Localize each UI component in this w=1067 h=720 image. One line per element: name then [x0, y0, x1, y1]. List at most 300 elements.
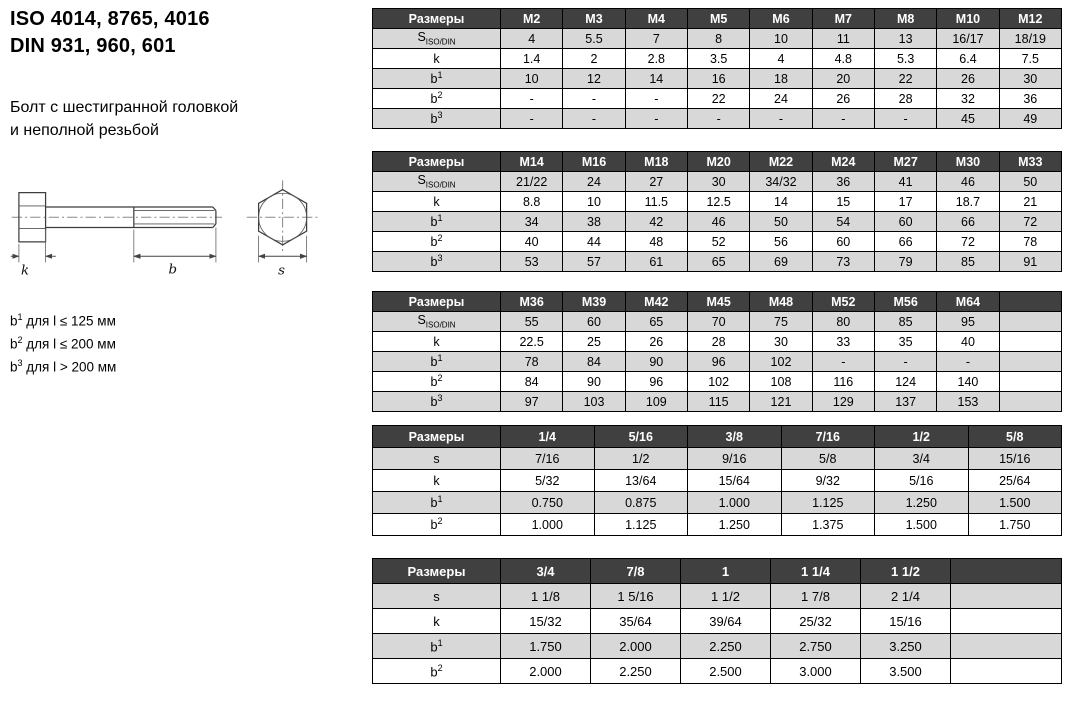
value-cell: -: [563, 89, 625, 109]
value-cell: 1.500: [875, 514, 969, 536]
value-cell: 40: [501, 232, 563, 252]
value-cell: 36: [999, 89, 1061, 109]
value-cell: 1.250: [688, 514, 782, 536]
value-cell: 9/16: [688, 448, 782, 470]
row-label-cell: $b^1$: [373, 69, 501, 89]
dimension-label-b: b: [168, 263, 178, 279]
value-cell: 61: [625, 252, 687, 272]
value-cell: -: [687, 109, 749, 129]
size-table-m36-m64: [372, 291, 1062, 412]
value-cell: 2.250: [591, 659, 681, 684]
data-row: [373, 448, 1062, 470]
value-cell: 34/32: [750, 172, 812, 192]
header-size-cell: M30: [937, 152, 999, 172]
table-header-row: [373, 559, 1062, 584]
header-size-cell: M5: [687, 9, 749, 29]
value-cell: 33: [812, 332, 874, 352]
value-cell: 41: [874, 172, 936, 192]
header-label-cell: Размеры: [373, 559, 501, 584]
value-cell: 153: [937, 392, 999, 412]
value-cell: 26: [937, 69, 999, 89]
value-cell: 2.000: [591, 634, 681, 659]
value-cell: 10: [501, 69, 563, 89]
value-cell: 46: [937, 172, 999, 192]
header-label-cell: Размеры: [373, 426, 501, 448]
value-cell: 3/4: [875, 448, 969, 470]
header-size-cell: 7/16: [781, 426, 875, 448]
value-cell: -: [750, 109, 812, 129]
data-row: [373, 252, 1062, 272]
header-size-cell: M45: [687, 292, 749, 312]
value-cell: 1.125: [594, 514, 688, 536]
header-size-cell: [999, 292, 1061, 312]
value-cell: 4: [750, 49, 812, 69]
value-cell: 1.000: [688, 492, 782, 514]
value-cell: [951, 584, 1062, 609]
header-size-cell: 1/4: [501, 426, 595, 448]
value-cell: 1.500: [968, 492, 1062, 514]
row-label-cell: $b^2$: [373, 659, 501, 684]
header-size-cell: M24: [812, 152, 874, 172]
value-cell: 28: [874, 89, 936, 109]
data-row: [373, 232, 1062, 252]
data-row: [373, 69, 1062, 89]
header-size-cell: M6: [750, 9, 812, 29]
data-row: [373, 514, 1062, 536]
description-line-1: Болт с шестигранной головкой: [10, 99, 239, 116]
dimension-k: [11, 230, 56, 279]
value-cell: -: [812, 352, 874, 372]
dimension-label-s: s: [278, 264, 286, 280]
header-label-cell: Размеры: [373, 9, 501, 29]
value-cell: 16/17: [937, 29, 999, 49]
row-label-cell: $b^3$: [373, 392, 501, 412]
value-cell: 2.250: [681, 634, 771, 659]
value-cell: 11: [812, 29, 874, 49]
value-cell: 140: [937, 372, 999, 392]
value-cell: 4.8: [812, 49, 874, 69]
row-label-cell: $b^2$: [373, 514, 501, 536]
value-cell: 22.5: [501, 332, 563, 352]
value-cell: 85: [874, 312, 936, 332]
value-cell: 14: [625, 69, 687, 89]
value-cell: 108: [750, 372, 812, 392]
value-cell: 5.3: [874, 49, 936, 69]
value-cell: 5/16: [875, 470, 969, 492]
value-cell: 10: [563, 192, 625, 212]
value-cell: 21: [999, 192, 1061, 212]
data-row: [373, 584, 1062, 609]
value-cell: 121: [750, 392, 812, 412]
value-cell: 72: [937, 232, 999, 252]
value-cell: 97: [501, 392, 563, 412]
value-cell: 3.500: [861, 659, 951, 684]
value-cell: 7/16: [501, 448, 595, 470]
value-cell: [951, 609, 1062, 634]
value-cell: 75: [750, 312, 812, 332]
value-cell: 60: [874, 212, 936, 232]
value-cell: [999, 312, 1061, 332]
row-label-cell: s: [373, 584, 501, 609]
header-size-cell: 3/4: [501, 559, 591, 584]
standards-title: [10, 6, 365, 60]
value-cell: 26: [812, 89, 874, 109]
value-cell: 42: [625, 212, 687, 232]
value-cell: 60: [812, 232, 874, 252]
value-cell: 1/2: [594, 448, 688, 470]
value-cell: 1.000: [501, 514, 595, 536]
row-label-cell: $S_{ISO/DIN}$: [373, 172, 501, 192]
value-cell: 25/64: [968, 470, 1062, 492]
value-cell: 39/64: [681, 609, 771, 634]
description-line-2: и неполной резьбой: [10, 122, 159, 140]
row-label-cell: $b^2$: [373, 89, 501, 109]
value-cell: 22: [687, 89, 749, 109]
value-cell: 30: [750, 332, 812, 352]
value-cell: 15/16: [861, 609, 951, 634]
value-cell: 7.5: [999, 49, 1061, 69]
row-label-cell: $b^1$: [373, 634, 501, 659]
value-cell: 91: [999, 252, 1061, 272]
header-size-cell: M18: [625, 152, 687, 172]
value-cell: 80: [812, 312, 874, 332]
header-size-cell: 1/2: [875, 426, 969, 448]
value-cell: 50: [750, 212, 812, 232]
value-cell: 0.750: [501, 492, 595, 514]
header-size-cell: M4: [625, 9, 687, 29]
product-description: [10, 96, 365, 142]
value-cell: 4: [501, 29, 563, 49]
value-cell: 40: [937, 332, 999, 352]
value-cell: 17: [874, 192, 936, 212]
value-cell: -: [937, 352, 999, 372]
value-cell: 25/32: [771, 609, 861, 634]
value-cell: 1 7/8: [771, 584, 861, 609]
value-cell: 46: [687, 212, 749, 232]
value-cell: 65: [687, 252, 749, 272]
value-cell: 1.4: [501, 49, 563, 69]
bolt-drawing-svg: [10, 168, 350, 286]
value-cell: 79: [874, 252, 936, 272]
value-cell: 8.8: [501, 192, 563, 212]
value-cell: 72: [999, 212, 1061, 232]
value-cell: 2.000: [501, 659, 591, 684]
value-cell: 103: [563, 392, 625, 412]
row-label-cell: $b^3$: [373, 252, 501, 272]
value-cell: 3.000: [771, 659, 861, 684]
value-cell: 13: [874, 29, 936, 49]
header-size-cell: M27: [874, 152, 936, 172]
value-cell: -: [625, 89, 687, 109]
header-size-cell: M16: [563, 152, 625, 172]
info-panel: [10, 6, 365, 379]
row-label-cell: k: [373, 609, 501, 634]
data-row: [373, 212, 1062, 232]
value-cell: 26: [625, 332, 687, 352]
value-cell: 1 1/2: [681, 584, 771, 609]
header-label-cell: Размеры: [373, 152, 501, 172]
value-cell: -: [812, 109, 874, 129]
bolt-head-end-view: [247, 181, 319, 255]
header-size-cell: M52: [812, 292, 874, 312]
value-cell: -: [563, 109, 625, 129]
data-row: [373, 609, 1062, 634]
data-row: [373, 492, 1062, 514]
table-header-row: [373, 9, 1062, 29]
value-cell: 55: [501, 312, 563, 332]
value-cell: -: [874, 109, 936, 129]
row-label-cell: $S_{ISO/DIN}$: [373, 29, 501, 49]
value-cell: 3.250: [861, 634, 951, 659]
value-cell: -: [501, 89, 563, 109]
value-cell: 2.8: [625, 49, 687, 69]
header-size-cell: M42: [625, 292, 687, 312]
value-cell: 124: [874, 372, 936, 392]
value-cell: 57: [563, 252, 625, 272]
din-standards-line: DIN 931, 960, 601: [10, 35, 176, 57]
value-cell: 22: [874, 69, 936, 89]
value-cell: 15/16: [968, 448, 1062, 470]
value-cell: 95: [937, 312, 999, 332]
data-row: [373, 109, 1062, 129]
row-label-cell: $b^1$: [373, 212, 501, 232]
value-cell: 7: [625, 29, 687, 49]
value-cell: 25: [563, 332, 625, 352]
dimension-tables-column: [372, 0, 1062, 684]
table-header-row: [373, 292, 1062, 312]
value-cell: 0.875: [594, 492, 688, 514]
value-cell: 13/64: [594, 470, 688, 492]
value-cell: 18/19: [999, 29, 1061, 49]
header-size-cell: M14: [501, 152, 563, 172]
header-size-cell: 3/8: [688, 426, 782, 448]
value-cell: 35: [874, 332, 936, 352]
row-label-cell: $b^2$: [373, 232, 501, 252]
value-cell: 12: [563, 69, 625, 89]
header-size-cell: M48: [750, 292, 812, 312]
value-cell: 2.750: [771, 634, 861, 659]
value-cell: 5/8: [781, 448, 875, 470]
header-size-cell: M3: [563, 9, 625, 29]
value-cell: 45: [937, 109, 999, 129]
row-label-cell: k: [373, 470, 501, 492]
value-cell: 8: [687, 29, 749, 49]
value-cell: 14: [750, 192, 812, 212]
value-cell: 44: [563, 232, 625, 252]
row-label-cell: $b^1$: [373, 492, 501, 514]
value-cell: 11.5: [625, 192, 687, 212]
value-cell: 38: [563, 212, 625, 232]
row-label-cell: k: [373, 192, 501, 212]
header-size-cell: M2: [501, 9, 563, 29]
value-cell: 60: [563, 312, 625, 332]
value-cell: [951, 634, 1062, 659]
value-cell: 5/32: [501, 470, 595, 492]
value-cell: 84: [501, 372, 563, 392]
value-cell: 1.750: [968, 514, 1062, 536]
value-cell: 90: [563, 372, 625, 392]
header-size-cell: [951, 559, 1062, 584]
bolt-technical-drawing: [10, 168, 365, 286]
value-cell: 5.5: [563, 29, 625, 49]
value-cell: 50: [999, 172, 1061, 192]
value-cell: 32: [937, 89, 999, 109]
header-size-cell: 5/16: [594, 426, 688, 448]
value-cell: 27: [625, 172, 687, 192]
row-label-cell: s: [373, 448, 501, 470]
dimension-label-k: k: [21, 264, 30, 280]
iso-standards-line: ISO 4014, 8765, 4016: [10, 8, 210, 30]
header-size-cell: M10: [937, 9, 999, 29]
table-header-row: [373, 152, 1062, 172]
row-label-cell: $b^2$: [373, 372, 501, 392]
data-row: [373, 332, 1062, 352]
value-cell: [951, 659, 1062, 684]
dimension-b: [134, 228, 216, 278]
header-size-cell: M33: [999, 152, 1061, 172]
row-label-cell: $S_{ISO/DIN}$: [373, 312, 501, 332]
header-size-cell: M8: [874, 9, 936, 29]
data-row: [373, 89, 1062, 109]
value-cell: 84: [563, 352, 625, 372]
value-cell: 70: [687, 312, 749, 332]
value-cell: 115: [687, 392, 749, 412]
value-cell: [999, 352, 1061, 372]
value-cell: 137: [874, 392, 936, 412]
value-cell: 15: [812, 192, 874, 212]
value-cell: 69: [750, 252, 812, 272]
value-cell: 96: [625, 372, 687, 392]
value-cell: -: [501, 109, 563, 129]
value-cell: 20: [812, 69, 874, 89]
table-header-row: [373, 426, 1062, 448]
header-size-cell: M22: [750, 152, 812, 172]
value-cell: [999, 332, 1061, 352]
value-cell: 65: [625, 312, 687, 332]
value-cell: 66: [874, 232, 936, 252]
header-size-cell: 5/8: [968, 426, 1062, 448]
value-cell: 9/32: [781, 470, 875, 492]
value-cell: 90: [625, 352, 687, 372]
size-table-m2-m12: [372, 8, 1062, 129]
data-row: [373, 192, 1062, 212]
value-cell: 1.125: [781, 492, 875, 514]
value-cell: 2: [563, 49, 625, 69]
note-line: $b^3$ для l > 200 мм: [10, 357, 117, 375]
value-cell: 1.250: [875, 492, 969, 514]
value-cell: 36: [812, 172, 874, 192]
value-cell: 18.7: [937, 192, 999, 212]
value-cell: 109: [625, 392, 687, 412]
value-cell: 34: [501, 212, 563, 232]
value-cell: -: [874, 352, 936, 372]
header-size-cell: 1: [681, 559, 771, 584]
value-cell: 73: [812, 252, 874, 272]
data-row: [373, 634, 1062, 659]
value-cell: [999, 392, 1061, 412]
data-row: [373, 312, 1062, 332]
value-cell: 35/64: [591, 609, 681, 634]
value-cell: 1 1/8: [501, 584, 591, 609]
value-cell: 28: [687, 332, 749, 352]
size-table-m14-m33: [372, 151, 1062, 272]
data-row: [373, 29, 1062, 49]
value-cell: 129: [812, 392, 874, 412]
value-cell: 53: [501, 252, 563, 272]
value-cell: 116: [812, 372, 874, 392]
value-cell: 2.500: [681, 659, 771, 684]
value-cell: 48: [625, 232, 687, 252]
value-cell: -: [625, 109, 687, 129]
data-row: [373, 659, 1062, 684]
value-cell: 15/32: [501, 609, 591, 634]
value-cell: 56: [750, 232, 812, 252]
value-cell: 1.375: [781, 514, 875, 536]
value-cell: 2 1/4: [861, 584, 951, 609]
value-cell: 30: [999, 69, 1061, 89]
value-cell: 3.5: [687, 49, 749, 69]
note-line: $b^1$ для l ≤ 125 мм: [10, 312, 116, 329]
length-notes: [10, 310, 365, 378]
header-size-cell: M56: [874, 292, 936, 312]
header-size-cell: M7: [812, 9, 874, 29]
value-cell: 15/64: [688, 470, 782, 492]
data-row: [373, 470, 1062, 492]
value-cell: 78: [999, 232, 1061, 252]
header-size-cell: 7/8: [591, 559, 681, 584]
header-size-cell: 1 1/4: [771, 559, 861, 584]
header-size-cell: M39: [563, 292, 625, 312]
value-cell: 1.750: [501, 634, 591, 659]
value-cell: 102: [687, 372, 749, 392]
header-size-cell: M36: [501, 292, 563, 312]
size-table-inch-large: [372, 558, 1062, 684]
header-size-cell: M20: [687, 152, 749, 172]
header-label-cell: Размеры: [373, 292, 501, 312]
header-size-cell: M12: [999, 9, 1061, 29]
value-cell: 78: [501, 352, 563, 372]
size-table-inch-small: [372, 425, 1062, 536]
value-cell: 49: [999, 109, 1061, 129]
value-cell: 24: [563, 172, 625, 192]
row-label-cell: k: [373, 332, 501, 352]
value-cell: 6.4: [937, 49, 999, 69]
value-cell: 16: [687, 69, 749, 89]
value-cell: 66: [937, 212, 999, 232]
value-cell: [999, 372, 1061, 392]
value-cell: 102: [750, 352, 812, 372]
data-row: [373, 392, 1062, 412]
value-cell: 54: [812, 212, 874, 232]
row-label-cell: k: [373, 49, 501, 69]
value-cell: 1 5/16: [591, 584, 681, 609]
row-label-cell: $b^1$: [373, 352, 501, 372]
value-cell: 30: [687, 172, 749, 192]
value-cell: 85: [937, 252, 999, 272]
note-line: $b^2$ для l ≤ 200 мм: [10, 335, 116, 352]
value-cell: 18: [750, 69, 812, 89]
row-label-cell: $b^3$: [373, 109, 501, 129]
value-cell: 52: [687, 232, 749, 252]
header-size-cell: 1 1/2: [861, 559, 951, 584]
data-row: [373, 372, 1062, 392]
header-size-cell: M64: [937, 292, 999, 312]
data-row: [373, 49, 1062, 69]
data-row: [373, 172, 1062, 192]
value-cell: 24: [750, 89, 812, 109]
value-cell: 96: [687, 352, 749, 372]
data-row: [373, 352, 1062, 372]
